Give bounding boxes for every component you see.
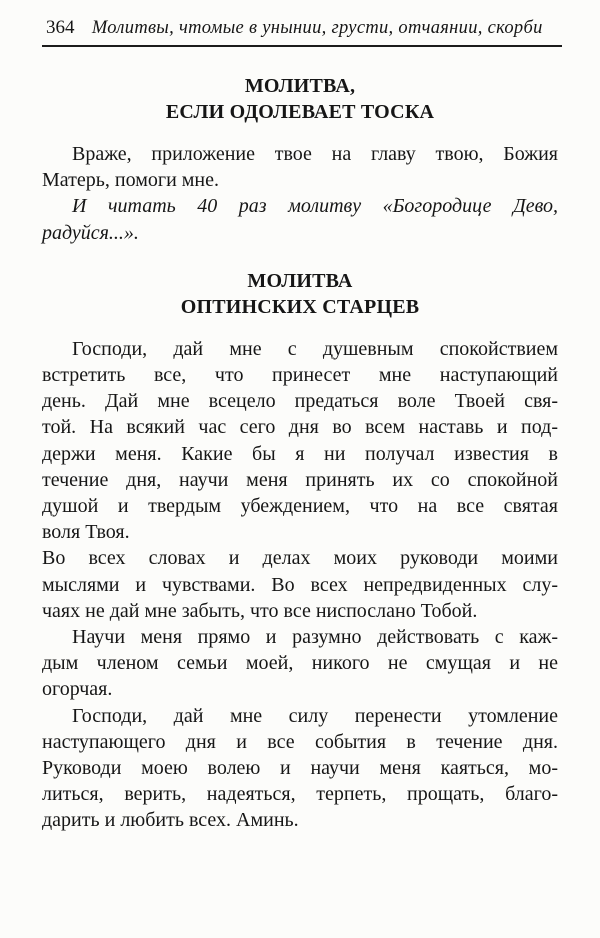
text-line: течение дня, научи меня принять их со спокойной [42, 468, 558, 491]
prayer1-heading-line1: МОЛИТВА, [244, 75, 356, 97]
prayer2-heading [42, 268, 558, 320]
page-number: 364 [46, 17, 75, 38]
text-line: Господи, дай мне силу перенести утомление [72, 704, 558, 727]
text-line: мыслями и чувствами. Во всех непредвиденных слу- [42, 573, 558, 596]
prayer2-paragraph-2 [42, 545, 558, 624]
text-line: радуйся...». [42, 221, 139, 244]
prayer2-heading-line2: ОПТИНСКИХ СТАРЦЕВ [180, 295, 420, 318]
running-header-title: Молитвы, чтомые в унынии, грусти, отчаянии, скорби [91, 18, 543, 38]
text-line: воля Твоя. [42, 521, 130, 544]
text-line: И читать 40 раз молитву «Богородице Дево, [72, 195, 558, 218]
text-line: день. Дай мне всецело предаться воле Твоей свя- [42, 390, 558, 413]
prayer1-paragraph [42, 141, 558, 193]
text-line: держи меня. Какие бы я ни получал известия в [42, 442, 558, 465]
text-line: той. На всякий час сего дня во всем наставь и под- [42, 416, 558, 439]
text-line: литься, верить, надеяться, терпеть, прощать, благо- [42, 783, 558, 806]
text-line: чаях не дай мне забыть, что все ниспослано Тобой. [42, 599, 478, 622]
text-line: Во всех словах и делах моих руководи моими [42, 547, 558, 570]
text-line: дым членом семьи моей, никого не смущая и не [42, 652, 558, 675]
header-rule [42, 45, 562, 47]
prayer1-instruction [42, 193, 558, 245]
prayer1-heading [42, 73, 558, 125]
text-line: душой и твердым убеждением, что на все святая [42, 495, 558, 518]
prayer2-paragraph-1 [42, 336, 558, 546]
text-line: Матерь, помоги мне. [42, 169, 220, 192]
text-line: Враже, приложение твое на главу твою, Божия [72, 143, 558, 165]
running-header [0, 0, 600, 40]
page-content [0, 73, 600, 834]
text-line: наступающего дня и все события в течение дня. [42, 730, 558, 753]
text-line: встретить все, что принесет мне наступающий [42, 364, 558, 387]
text-line: Руководи моею волею и научи меня каяться, мо- [42, 757, 558, 780]
text-line: огорчая. [42, 678, 113, 701]
prayer1-heading-line2: ЕСЛИ ОДОЛЕВАЕТ ТОСКА [165, 101, 435, 123]
prayer2-paragraph-3 [42, 624, 558, 703]
text-line: Господи, дай мне с душевным спокойствием [72, 337, 558, 360]
text-line: Научи меня прямо и разумно действовать с каж- [72, 626, 558, 649]
text-line: дарить и любить всех. Аминь. [42, 809, 299, 832]
prayer2-paragraph-4 [42, 703, 558, 834]
prayer2-heading-line1: МОЛИТВА [247, 269, 353, 292]
